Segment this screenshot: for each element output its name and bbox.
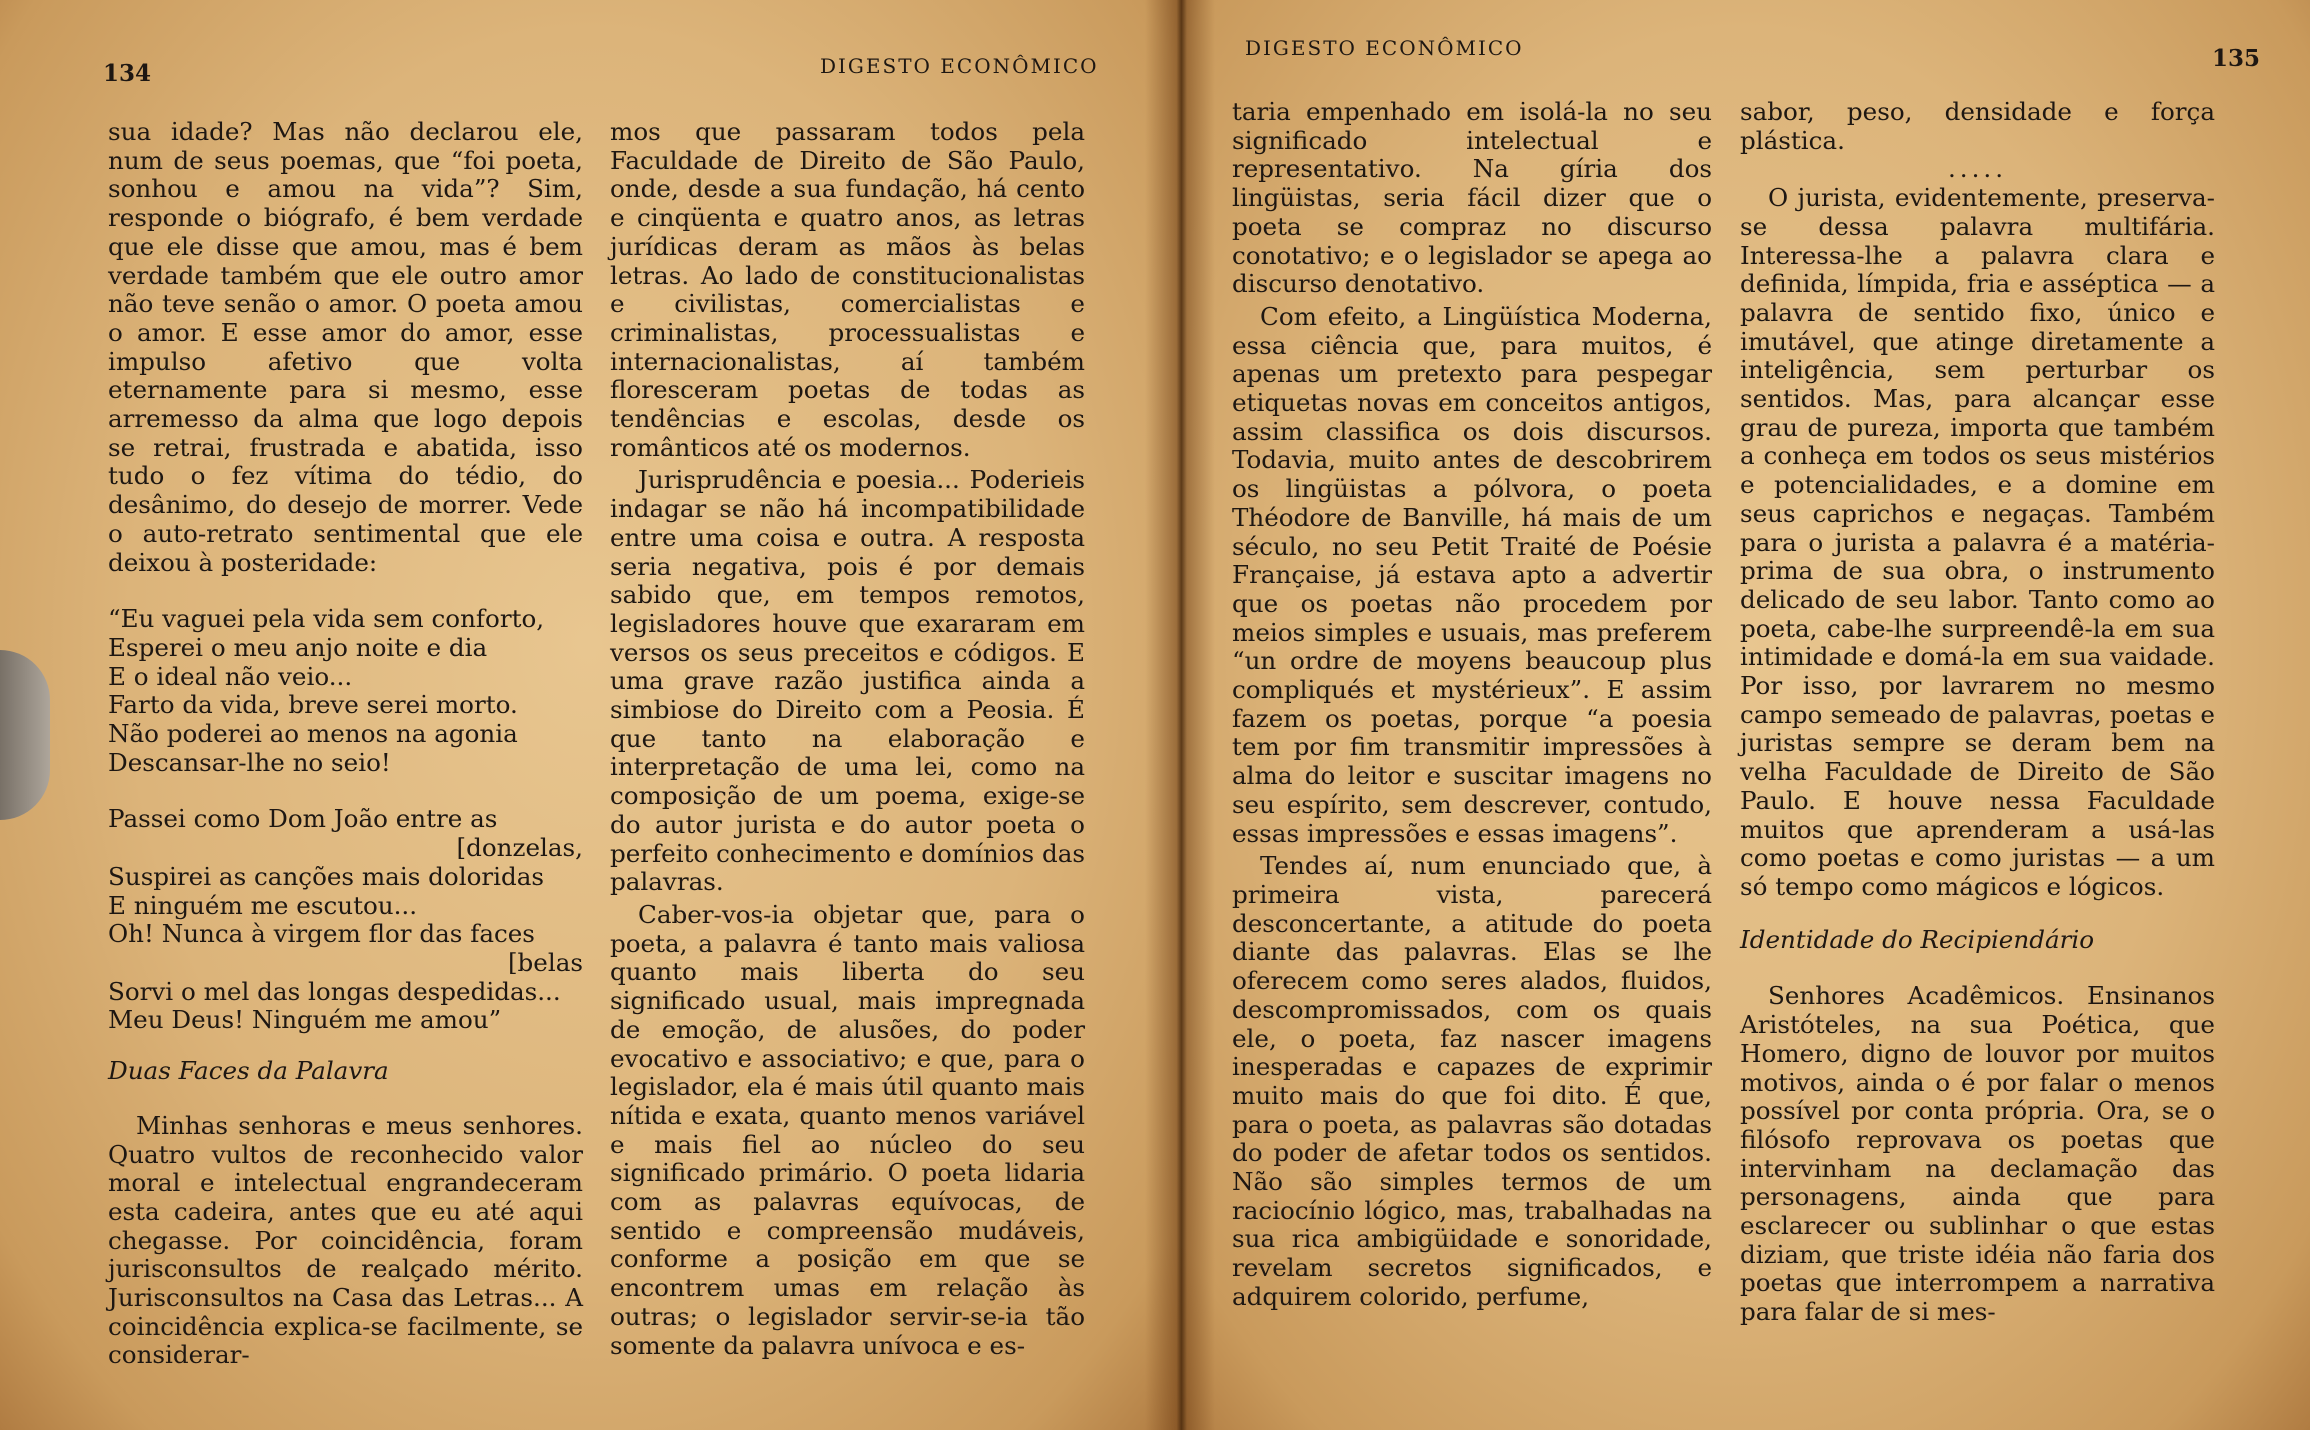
paragraph: O jurista, evidentemente, preserva-se dessa palavra multifária. Interessa-lhe a palavra clara e definida, límpida, fria e asséptica — a palavra de sentido fixo, único e imutável, que atinge diretamente a inteligência, sem perturbar os sentidos. Mas, para alcançar esse grau de pureza, importa que também a conheça em todos os seus mistérios e potencialidades, e a domine em seus caprichos e negaças. Também para o jurista a palavra é a matéria-prima de sua obra, o instrumento delicado de seu labor. Tanto como ao poeta, cabe-lhe surpreendê-la em sua intimidade e domá-la em sua vaidade. Por isso, por lavrarem no mesmo campo semeado de palavras, poetas e juristas sempre se deram bem na velha Faculdade de Direito de São Paulo. E houve nessa Faculdade muitos que aprenderam a usá-las como poetas e como juristas — a um só tempo como mágicos e lógicos. [1740, 183, 2215, 901]
verse-line: Descansar-lhe no seio! [108, 747, 391, 777]
verse-line: Não poderei ao menos na agonia [108, 719, 518, 749]
verse-line: Oh! Nunca à virgem flor das faces [108, 919, 535, 949]
text-column-1 [1232, 98, 1712, 1312]
verse-line: E o ideal não veio... [108, 661, 353, 691]
paragraph: Minhas senhoras e meus senhores. Quatro vultos de reconhecido valor moral e intelectual engrandeceram esta cadeira, antes que eu até aqui chegasse. Por coincidência, foram jurisconsultos de realçado mérito. Jurisconsultos na Casa das Letras... A coincidência explica-se facilmente, se considerar- [108, 1110, 583, 1370]
verse-line: Suspirei as canções mais doloridas [108, 861, 545, 891]
section-heading: Identidade do Recipiendário [1740, 924, 2095, 954]
verse-line: [donzelas, [456, 833, 583, 863]
paragraph: Jurisprudência e poesia... Poderieis indagar se não há incompatibilidade entre uma coisa e outra. A resposta seria negativa, pois é por demais sabido que, em tempos remotos, legisladores houve que exararam em versos os seus preceitos e códigos. E uma grave razão justifica ainda a simbiose do Direito com a Peosia. É que tanto na elaboração e interpretação de uma lei, como na composição de um poema, exige-se do autor jurista e do autor poeta o perfeito conhecimento e domínios das palavras. [610, 465, 1085, 897]
verse-line: Meu Deus! Ninguém me amou” [108, 1005, 502, 1035]
running-head: DIGESTO ECONÔMICO [820, 54, 1099, 78]
running-head: DIGESTO ECONÔMICO [1245, 36, 1524, 60]
text-column-1 [108, 118, 583, 1370]
paragraph: mos que passaram todos pela Faculdade de Direito de São Paulo, onde, desde a sua fundação, há cento e cinqüenta e quatro anos, as letras jurídicas deram as mãos às belas letras. Ao lado de constitucionalistas e civilistas, comercialistas e criminalistas, processualistas e internacionalistas, aí também floresceram poetas de todas as tendências e escolas, desde os românticos até os modernos. [610, 117, 1085, 462]
right-page [1175, 0, 2310, 1430]
ellipsis-separator: ..... [1947, 154, 2008, 184]
paragraph: Com efeito, a Lingüística Moderna, essa ciência que, para muitos, é apenas um pretexto para pespegar etiquetas novas em conceitos antigos, assim classifica os dois discursos. Todavia, muito antes de descobrirem os lingüistas a pólvora, o poeta Théodore de Banville, há mais de um século, no seu Petit Traité de Poésie Française, já estava apto a advertir que os poetas não procedem por meios simples e usuais, mas preferem “un ordre de moyens beaucoup plus compliqués et mystérieux”. E assim fazem os poetas, porque “a poesia tem por fim transmitir impressões à alma do leitor e suscitar imagens no seu espírito, sem descrever, contudo, essas impressões e essas imagens”. [1232, 301, 1712, 848]
page-number: 135 [2212, 45, 2261, 72]
verse-line: Esperei o meu anjo noite e dia [108, 632, 488, 662]
paragraph: Caber-vos-ia objetar que, para o poeta, a palavra é tanto mais valiosa quanto mais liberta do seu significado usual, mais impregnada de emoção, de alusões, do poder evocativo e associativo; e que, para o legislador, ela é mais útil quanto mais nítida e exata, quanto menos variável e mais fiel ao núcleo do seu significado primário. O poeta lidaria com as palavras equívocas, de sentido e compreensão mudáveis, conforme a posição em que se encontrem umas em relação às outras; o legislador servir-se-ia tão somente da palavra unívoca e es- [610, 899, 1085, 1360]
verse-line: Sorvi o mel das longas despedidas... [108, 976, 561, 1006]
verse-line: Passei como Dom João entre as [108, 804, 498, 834]
section-heading: Duas Faces da Palavra [108, 1056, 389, 1086]
paragraph: sua idade? Mas não declarou ele, num de seus poemas, que “foi poeta, sonhou e amou na vida”? Sim, responde o biógrafo, é bem verdade que ele disse que amou, mas é bem verdade também que ele outro amor não teve senão o amor. O poeta amou o amor. E esse amor do amor, esse impulso afetivo que volta eternamente para si mesmo, esse arremesso da alma que logo depois se retrai, frustrada e abatida, isso tudo o fez vítima do tédio, do desânimo, do desejo de morrer. Vede o auto-retrato sentimental que ele deixou à posteridade: [108, 117, 583, 577]
paragraph: Tendes aí, num enunciado que, à primeira vista, parecerá desconcertante, a atitude do poeta diante das palavras. Elas se lhe oferecem como seres alados, fluidos, descompromissados, com os quais ele, o poeta, faz nascer imagens inesperadas e capazes de exprimir muito mais do que foi dito. É que, para o poeta, as palavras são dotadas do poder de afetar todos os sentidos. Não são simples termos de um raciocínio lógico, mas, trabalhadas na sua rica ambigüidade e sonoridade, revelam secretos significados, e adquirem colorido, perfume, [1232, 851, 1712, 1311]
text-column-2 [1740, 98, 2215, 1327]
verse-line: Farto da vida, breve serei morto. [108, 690, 518, 720]
verse-stanza-1 [108, 605, 583, 777]
verse-line: “Eu vaguei pela vida sem conforto, [108, 604, 545, 634]
paragraph: Senhores Acadêmicos. Ensinanos Aristóteles, na sua Poética, que Homero, digno de louvor por muitos motivos, ainda o é por falar o menos possível por conta própria. Ora, se o filósofo reprovava os poetas que intervinham na declamação das personagens, ainda que para esclarecer ou sublinhar o que estas diziam, que triste idéia não faria dos poetas que interrompem a narrativa para falar de si mes- [1740, 981, 2215, 1327]
text-column-2 [610, 118, 1085, 1360]
verse-line: [belas [507, 947, 583, 977]
bookmark-tab [0, 650, 50, 820]
verse-stanza-2 [108, 805, 583, 1035]
paragraph: taria empenhado em isolá-la no seu significado intelectual e representativo. Na gíria dos lingüistas, seria fácil dizer que o poeta se compraz no discurso conotativo; e o legislador se apega ao discurso denotativo. [1232, 97, 1712, 299]
verse-line: E ninguém me escutou... [108, 890, 418, 920]
paragraph: sabor, peso, densidade e força plástica. [1740, 97, 2215, 155]
page-number: 134 [103, 60, 152, 87]
